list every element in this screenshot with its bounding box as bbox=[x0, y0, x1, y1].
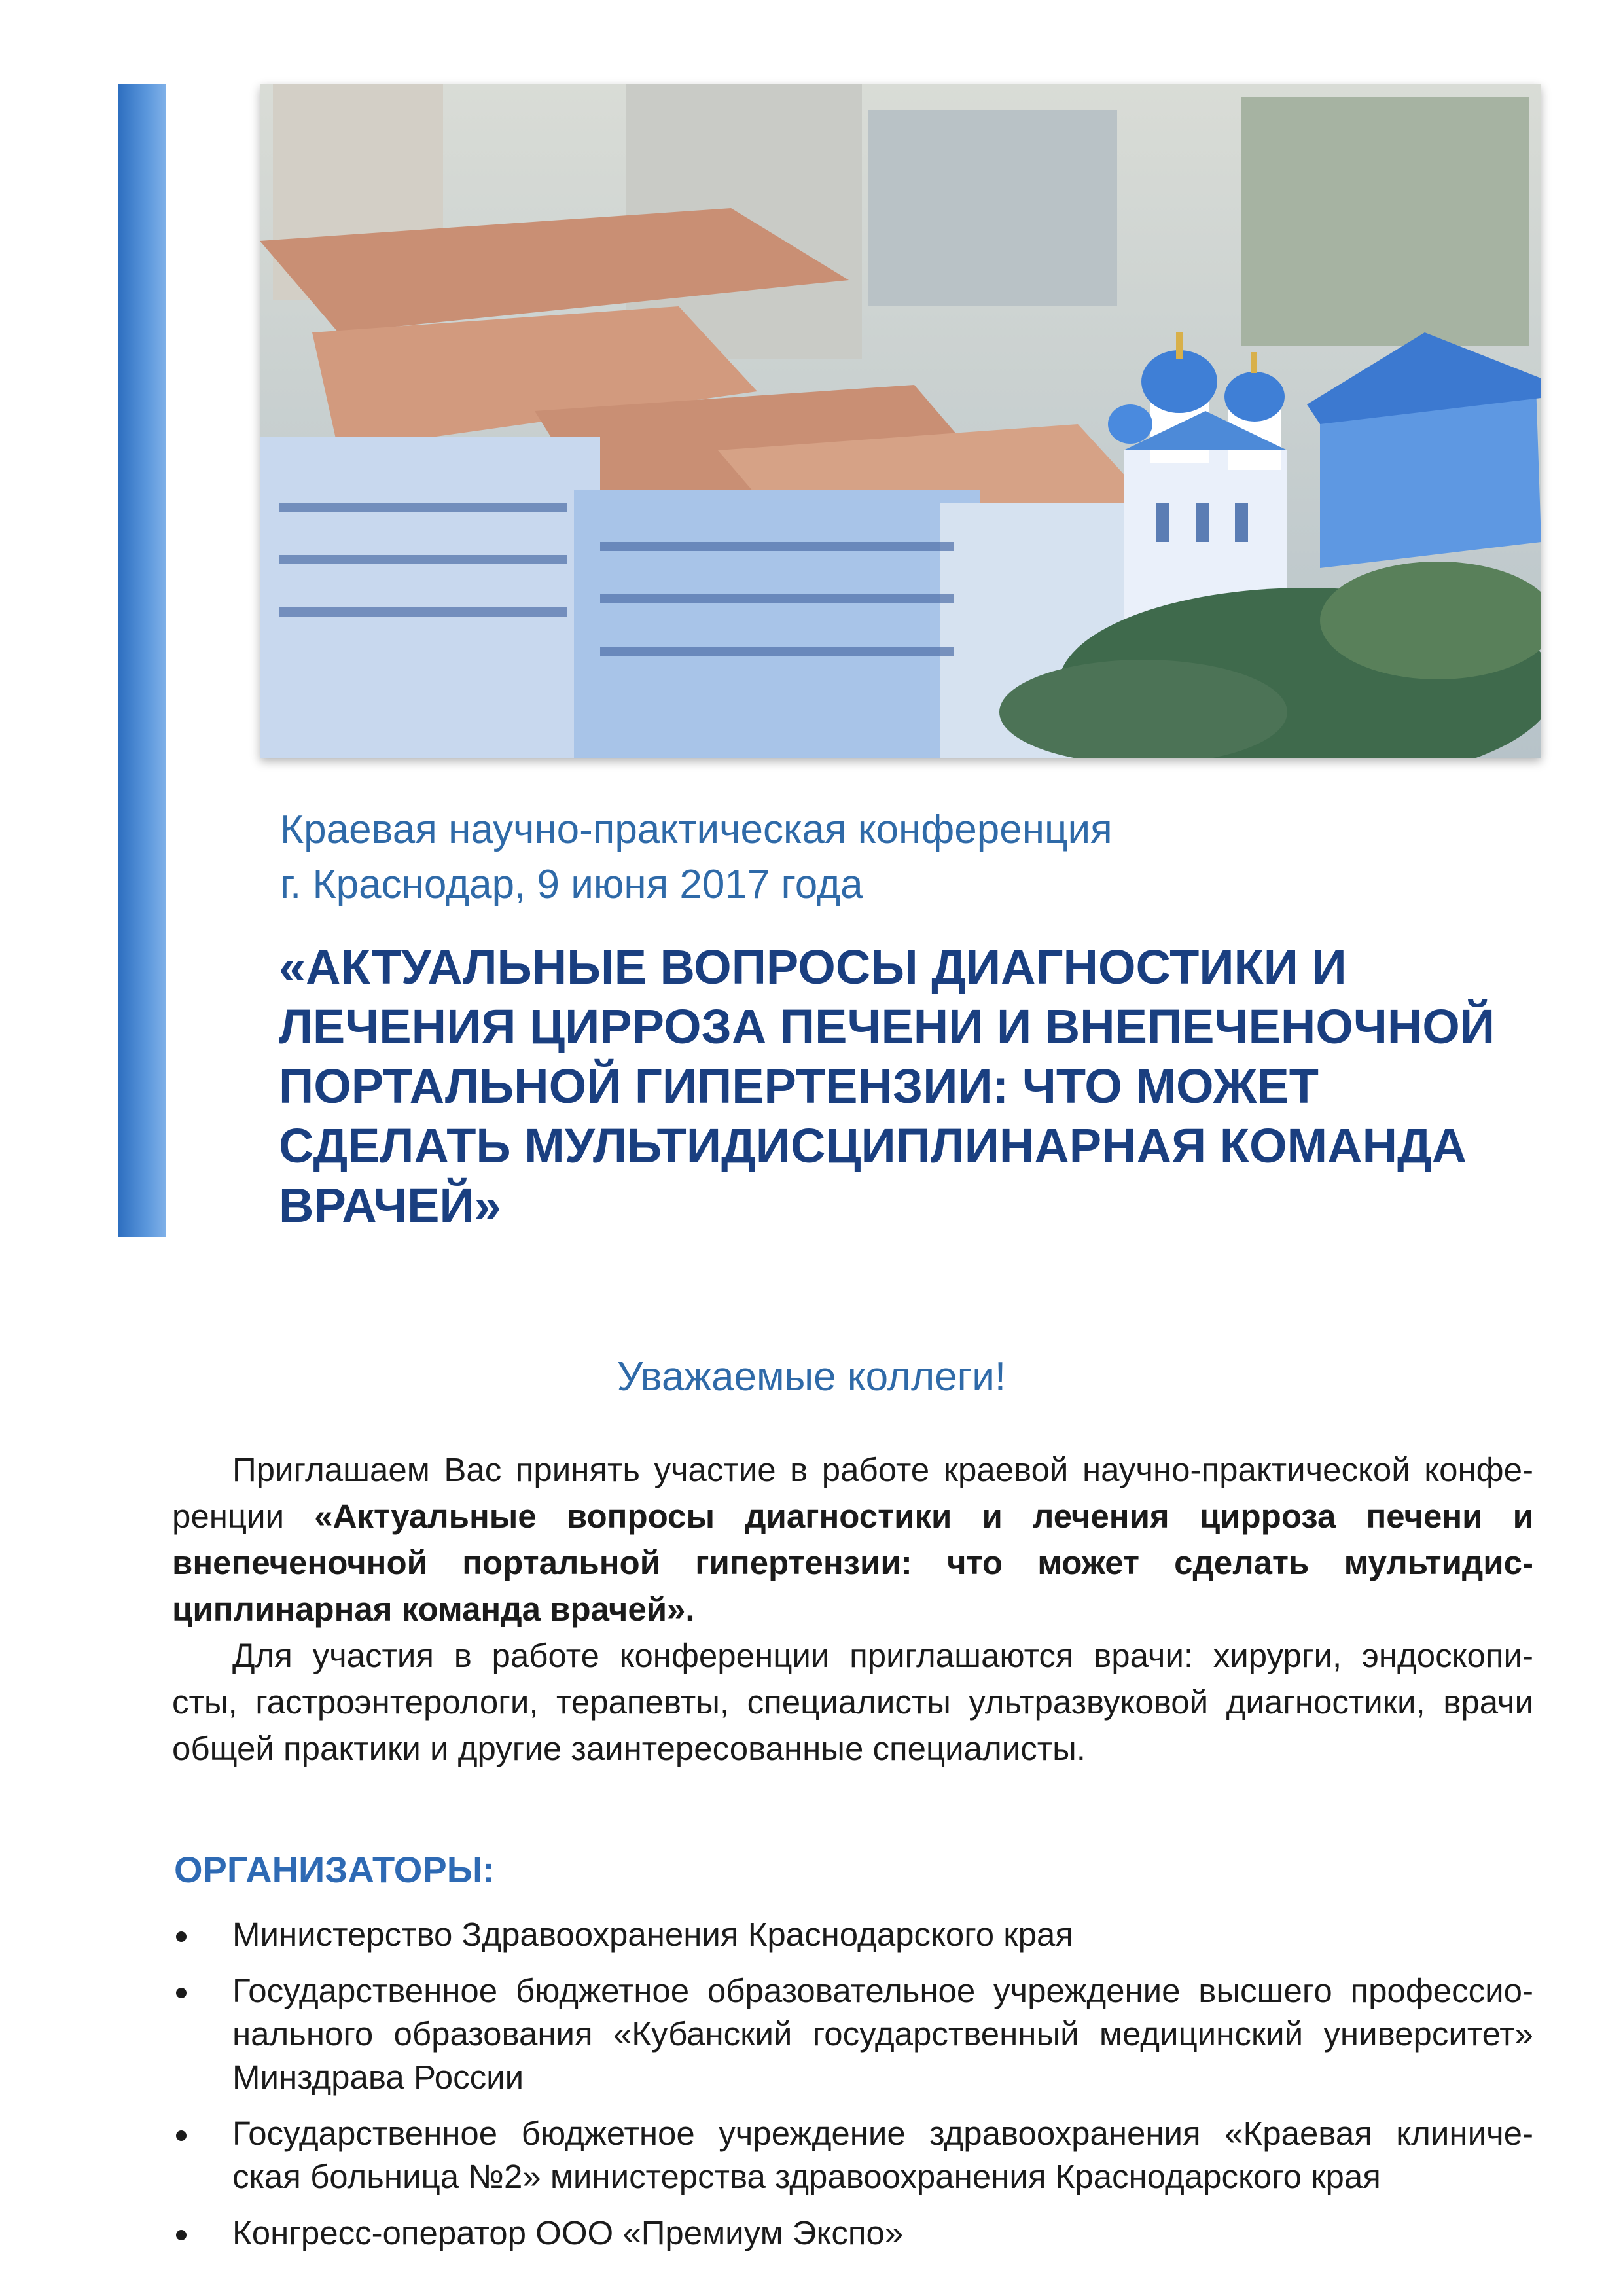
list-item-text: Конгресс-оператор ООО «Премиум Экспо» bbox=[232, 2214, 904, 2251]
title-line: СДЕЛАТЬ МУЛЬТИДИСЦИПЛИНАРНАЯ КОМАНДА bbox=[279, 1119, 1467, 1173]
greeting: Уважаемые коллеги! bbox=[616, 1354, 1007, 1399]
paragraph-line bbox=[172, 1586, 1533, 1632]
bullet-icon bbox=[176, 1931, 187, 1942]
paragraph-line: общей практики и другие заинтересованные специалисты. bbox=[172, 1730, 1086, 1767]
bullet-icon bbox=[176, 2230, 187, 2240]
title-line: «АКТУАЛЬНЫЕ ВОПРОСЫ ДИАГНОСТИКИ И bbox=[279, 940, 1347, 994]
paragraph-line: Приглашаем Вас принять участие в работе краевой научно-практической конфе- bbox=[232, 1451, 1533, 1488]
organizers-heading: ОРГАНИЗАТОРЫ: bbox=[174, 1849, 495, 1890]
title-line: ВРАЧЕЙ» bbox=[279, 1178, 501, 1232]
conference-name-bold: «Актуальные вопросы диагностики и лечения цирроза печени и bbox=[314, 1498, 1533, 1535]
conference-name-bold: циплинарная команда врачей». bbox=[172, 1590, 695, 1628]
list-item-text: Государственное бюджетное учреждение здравоохранения «Краевая клиниче- bbox=[232, 2115, 1533, 2152]
list-item-text: нального образования «Кубанский государственный медицинский университет» bbox=[232, 2015, 1533, 2053]
paragraph-line: сты, гастроэнтерологи, терапевты, специалисты ультразвуковой диагностики, врачи bbox=[172, 1683, 1533, 1721]
conference-date-place: г. Краснодар, 9 июня 2017 года bbox=[280, 862, 863, 907]
conference-type: Краевая научно-практическая конференция bbox=[280, 807, 1113, 852]
list-item-text: Министерство Здравоохранения Краснодарского края bbox=[232, 1916, 1073, 1953]
paragraph-line bbox=[172, 1539, 1533, 1586]
title-line: ЛЕЧЕНИЯ ЦИРРОЗА ПЕЧЕНИ И ВНЕПЕЧЕНОЧНОЙ bbox=[279, 999, 1495, 1054]
list-item bbox=[172, 2212, 1533, 2255]
conference-title bbox=[279, 937, 1542, 1235]
invitation-paragraph bbox=[172, 1446, 1533, 1632]
paragraph-text: ренции bbox=[172, 1498, 315, 1535]
conference-name-bold: внепеченочной портальной гипертензии: что может сделать мультидис- bbox=[172, 1544, 1533, 1581]
paragraph-line: Для участия в работе конференции приглашаются врачи: хирурги, эндоскопи- bbox=[232, 1637, 1533, 1674]
list-item-text: ская больница №2» министерства здравоохранения Краснодарского края bbox=[232, 2158, 1381, 2195]
list-item bbox=[172, 2112, 1533, 2198]
list-item bbox=[172, 1969, 1533, 2099]
city-cathedral-illustration bbox=[260, 84, 1541, 758]
paragraph-line bbox=[172, 1493, 1533, 1539]
bullet-icon bbox=[176, 1988, 187, 1998]
bullet-icon bbox=[176, 2130, 187, 2141]
list-item bbox=[172, 1913, 1533, 1956]
hero-illustration bbox=[260, 84, 1541, 758]
title-line: ПОРТАЛЬНОЙ ГИПЕРТЕНЗИИ: ЧТО МОЖЕТ bbox=[279, 1059, 1319, 1113]
decorative-side-bar bbox=[118, 84, 166, 1237]
list-item-text: Государственное бюджетное образовательное учреждение высшего профессио- bbox=[232, 1972, 1533, 2009]
participants-paragraph bbox=[172, 1632, 1533, 1772]
organizers-list bbox=[172, 1913, 1533, 2268]
list-item-text: Минздрава России bbox=[232, 2058, 524, 2096]
